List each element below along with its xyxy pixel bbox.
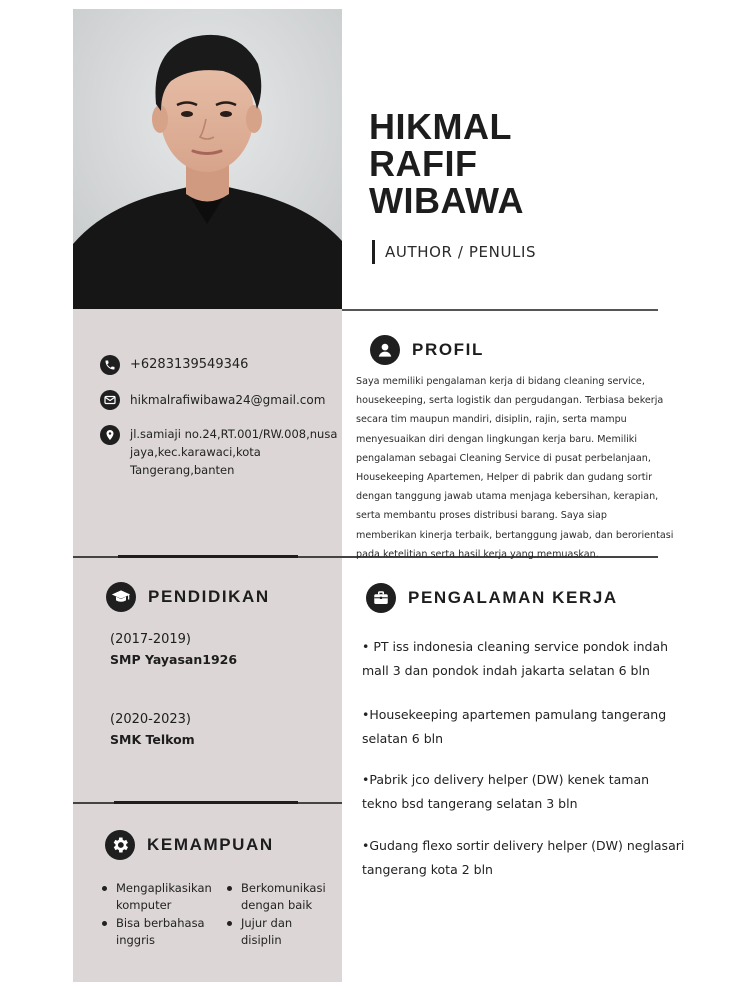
profile-heading (370, 335, 484, 365)
contact-address (100, 425, 340, 479)
experience-line: selatan 6 bln (362, 731, 444, 746)
experience-line: tekno bsd tangerang selatan 3 bln (362, 796, 578, 811)
skills-heading (105, 830, 274, 860)
experience-line: mall 3 dan pondok indah jakarta selatan 6 bln (362, 663, 650, 678)
profile-photo (73, 9, 342, 309)
skill-item (100, 880, 215, 914)
contact-phone (100, 355, 248, 375)
skill-line: Berkomunikasi (241, 881, 326, 895)
address-line-2: jaya,kec.karawaci,kota (130, 445, 261, 459)
education-heading (106, 582, 270, 612)
job-title: AUTHOR / PENULIS (372, 240, 536, 264)
skill-item (225, 880, 340, 914)
address-text (130, 425, 340, 479)
experience-line: •Pabrik jco delivery helper (DW) kenek taman (362, 772, 650, 787)
profile-line: pengalaman sebagai Cleaning Service di pusat perbelanjaan, (356, 452, 651, 464)
profile-line: memberikan kinerja terbaik, bertanggung jawab, dan berorientasi (356, 529, 674, 541)
education-title: PENDIDIKAN (148, 587, 270, 606)
briefcase-icon (366, 583, 396, 613)
experience-item-3 (362, 768, 712, 816)
skill-line: dengan baik (241, 898, 313, 912)
graduation-cap-icon (106, 582, 136, 612)
skill-item (100, 915, 215, 949)
profile-line: housekeeping, serta logistik dan pergudangan. Terbiasa bekerja (356, 395, 664, 407)
skill-line: Jujur dan (241, 916, 293, 930)
profile-line: dengan tanggung jawab utama menjaga kebersihan, kerapian, (356, 491, 659, 503)
education-item-1 (110, 630, 237, 670)
experience-line: •Housekeeping apartemen pamulang tangerang (362, 707, 667, 722)
name-line-3: WIBAWA (369, 180, 524, 221)
person-silhouette-icon (73, 9, 342, 309)
education-item-2 (110, 710, 195, 750)
skill-line: Bisa berbahasa (116, 916, 205, 930)
name-line-2: RAFIF (369, 143, 478, 184)
education-years: (2020-2023) (110, 712, 192, 727)
profile-line: serta membantu proses distribusi barang. Saya siap (356, 510, 607, 522)
phone-number: +6283139549346 (130, 357, 249, 372)
experience-item-1 (362, 635, 712, 683)
skill-item (225, 915, 340, 949)
profile-line: Housekeeping Apartemen, Helper di pabrik dan gudang sortir (356, 472, 653, 484)
address-line-1: jl.samiaji no.24,RT.001/RW.008,nusa (130, 427, 338, 441)
profile-title: PROFIL (412, 340, 484, 359)
skills-title: KEMAMPUAN (147, 835, 274, 854)
experience-item-2 (362, 703, 712, 751)
divider-header (342, 309, 658, 311)
experience-title: PENGALAMAN KERJA (408, 588, 618, 607)
skill-line: Mengaplikasikan (116, 881, 212, 895)
skill-line: komputer (116, 898, 172, 912)
profile-line: secara tim maupun mandiri, disiplin, rajin, serta mampu (356, 414, 627, 426)
divider-left-accent-1 (118, 555, 298, 558)
profile-description (356, 372, 706, 564)
contact-email (100, 390, 325, 410)
profile-line: pada ketelitian serta hasil kerja yang memuaskan. (356, 548, 599, 560)
experience-heading (366, 583, 618, 613)
phone-icon (100, 355, 120, 375)
experience-line: •Gudang flexo sortir delivery helper (DW) neglasari (362, 838, 685, 853)
location-pin-icon (100, 425, 120, 445)
divider-left-accent-2 (114, 801, 298, 804)
gear-icon (105, 830, 135, 860)
skill-line: disiplin (241, 933, 282, 947)
skill-line: inggris (116, 933, 155, 947)
user-icon (370, 335, 400, 365)
email-address: hikmalrafiwibawa24@gmail.com (130, 393, 326, 407)
education-school: SMK Telkom (110, 732, 195, 747)
full-name (369, 108, 689, 219)
email-icon (100, 390, 120, 410)
profile-line: menyesuaikan diri dengan lingkungan kerja baru. Memiliki (356, 433, 638, 445)
education-years: (2017-2019) (110, 632, 192, 647)
name-line-1: HIKMAL (369, 106, 512, 147)
experience-line: tangerang kota 2 bln (362, 862, 493, 877)
address-line-3: Tangerang,banten (130, 463, 235, 477)
education-school: SMP Yayasan1926 (110, 652, 238, 667)
experience-item-4 (362, 834, 712, 882)
profile-line: Saya memiliki pengalaman kerja di bidang cleaning service, (356, 376, 645, 387)
experience-line: • PT iss indonesia cleaning service pondok indah (362, 639, 669, 654)
